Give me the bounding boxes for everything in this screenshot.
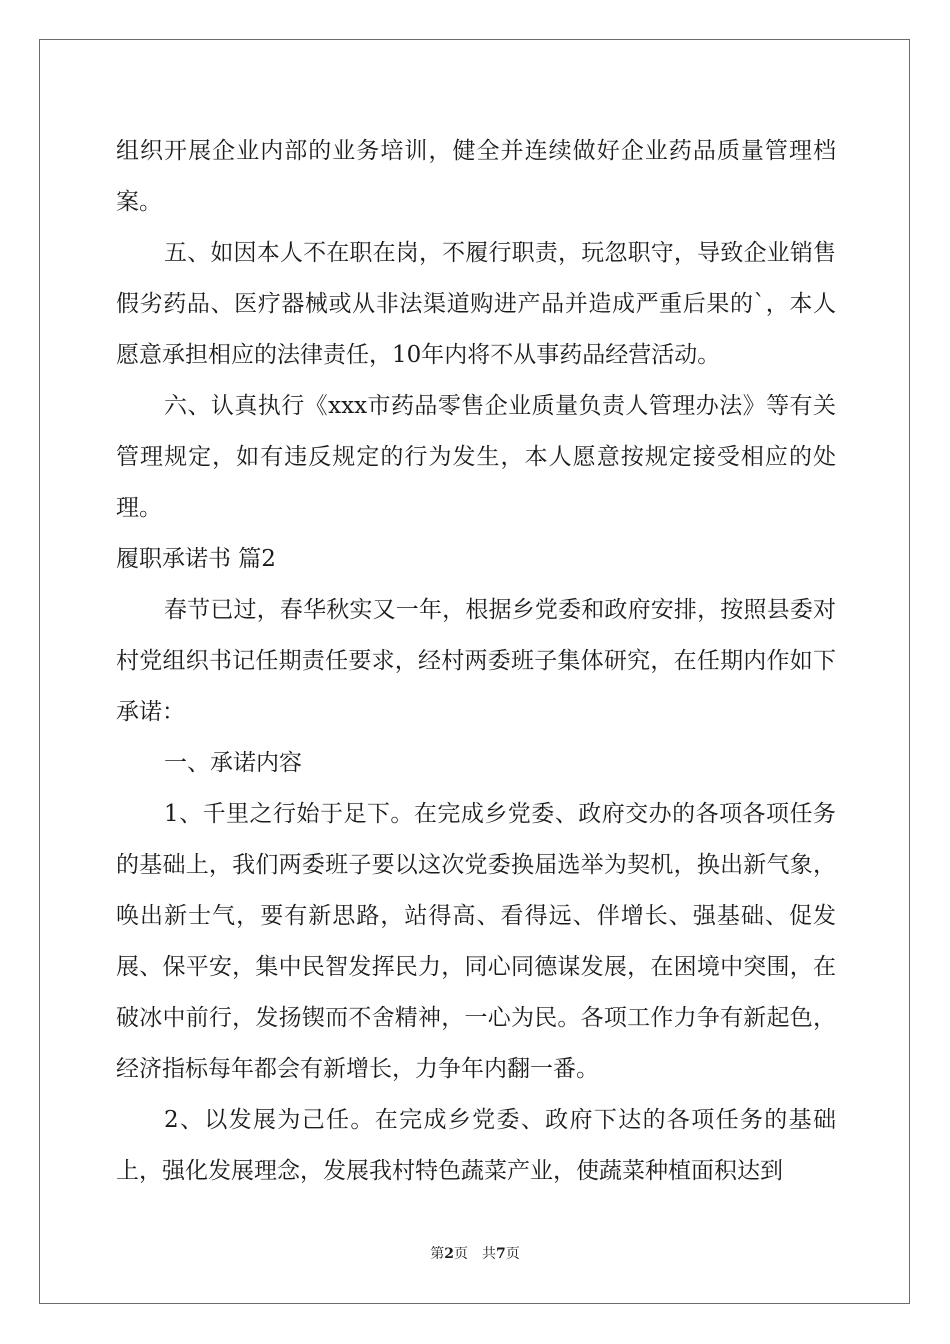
paragraph-1: 组织开展企业内部的业务培训，健全并连续做好企业药品质量管理档案。 <box>116 138 836 215</box>
total-pages: 7 <box>496 1246 506 1262</box>
page-suffix: 页 <box>454 1246 468 1262</box>
page-footer <box>0 1245 950 1263</box>
section-heading: 履职承诺书 篇2 <box>116 546 276 572</box>
paragraph-2: 五、如因本人不在职在岗，不履行职责，玩忽职守，导致企业销售假劣药品、医疗器械或从非法渠道购进产品并造成严重后果的`，本人愿意承担相应的法律责任，10年内将不从事药品经营活动。 <box>116 240 836 368</box>
page-number: 2 <box>444 1246 454 1262</box>
total-suffix: 页 <box>505 1246 520 1262</box>
page-prefix: 第 <box>430 1246 445 1262</box>
paragraph-5: 春节已过，春华秋实又一年，根据乡党委和政府安排，按照县委对村党组织书记任期责任要求，经村两委班子集体研究，在任期内作如下承诺： <box>116 597 836 725</box>
paragraph-7: 1、千里之行始于足下。在完成乡党委、政府交办的各项各项任务的基础上，我们两委班子要以这次党委换届选举为契机，换出新气象，唤出新士气，要有新思路，站得高、看得远、伴增长、强基础、促发展、保平安，集中民智发挥民力，同心同德谋发展，在困境中突围，在破冰中前行，发扬锲而不舍精神，一心为民。各项工作力争有新起色，经济指标每年都会有新增长，力争年内翻一番。 <box>116 801 836 1082</box>
total-prefix: 共 <box>482 1246 496 1262</box>
paragraph-8: 2、以发展为己任。在完成乡党委、政府下达的各项任务的基础上，强化发展理念，发展我村特色蔬菜产业，使蔬菜种植面积达到 <box>116 1107 836 1184</box>
paragraph-6: 一、承诺内容 <box>164 750 302 776</box>
paragraph-3: 六、认真执行《xxx市药品零售企业质量负责人管理办法》等有关管理规定，如有违反规定的行为发生，本人愿意按规定接受相应的处理。 <box>116 393 836 521</box>
document-body <box>116 126 836 1197</box>
